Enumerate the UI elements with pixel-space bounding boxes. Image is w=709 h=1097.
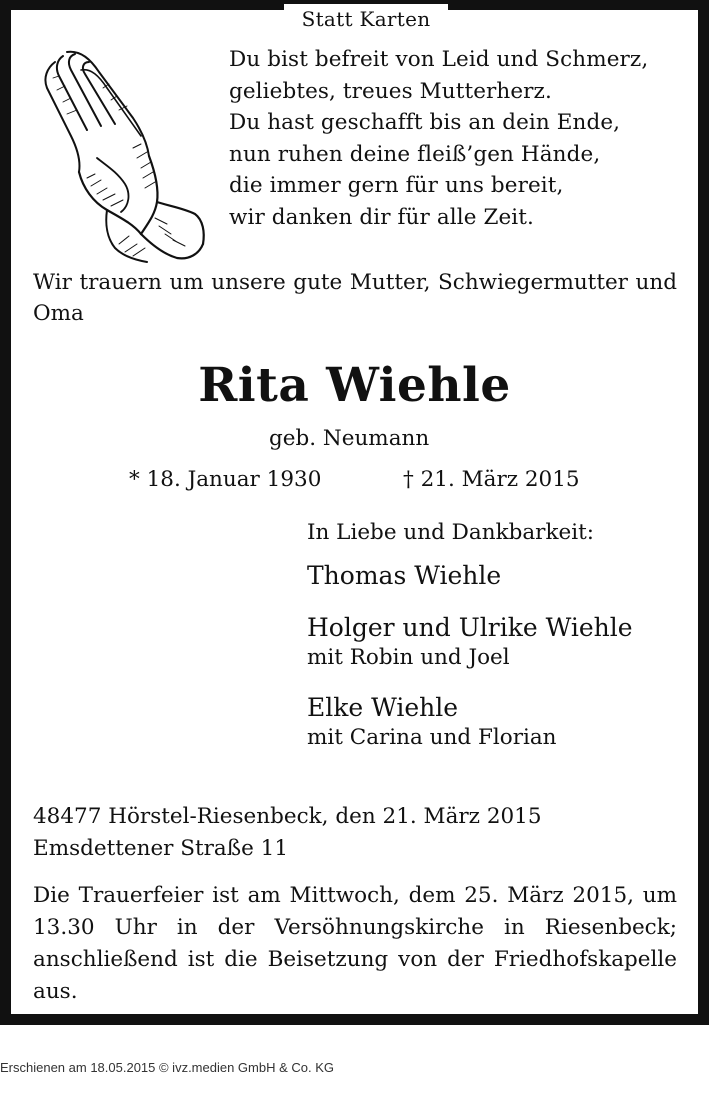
mourners-heading: In Liebe und Dankbarkeit: [307, 520, 594, 545]
birth-name: geb. Neumann [269, 426, 430, 451]
death-date: † 21. März 2015 [403, 467, 580, 492]
poem-line: die immer gern für uns bereit, [229, 173, 564, 199]
mourner-sub: mit Carina und Florian [307, 725, 557, 750]
poem-line: wir danken dir für alle Zeit. [229, 204, 534, 230]
mourner-name: Elke Wiehle [307, 693, 459, 722]
intro-text: Wir trauern um unsere gute Mutter, Schwiegermutter und Oma [33, 270, 677, 326]
poem-line: Du hast geschafft bis an dein Ende, [229, 110, 621, 136]
mourner-sub: mit Robin und Joel [307, 645, 510, 670]
mourner-name: Holger und Ulrike Wiehle [307, 613, 633, 642]
poem [229, 44, 648, 234]
address-line: 48477 Hörstel-Riesenbeck, den 21. März 2015 [33, 804, 542, 829]
mourner-name: Thomas Wiehle [307, 561, 502, 590]
header-label: Statt Karten [284, 4, 448, 34]
poem-line: nun ruhen deine fleiß’gen Hände, [229, 141, 601, 167]
poem-line: geliebtes, treues Mutterherz. [229, 78, 552, 104]
mourners-list [307, 518, 633, 752]
ceremony-text: Die Trauerfeier ist am Mittwoch, dem 25. März 2015, um 13.30 Uhr in der Versöhnungskirche in Riesenbeck; anschließend ist die Beisetzung von der Friedhofskapelle aus. [33, 883, 677, 1004]
address-line: Emsdettener Straße 11 [33, 836, 289, 861]
praying-hands-icon [37, 48, 207, 266]
deceased-name: Rita Wiehle [198, 358, 511, 413]
address [33, 801, 542, 865]
publication-footer: Erschienen am 18.05.2015 © ivz.medien GmbH & Co. KG [0, 1060, 335, 1075]
poem-line: Du bist befreit von Leid und Schmerz, [229, 47, 649, 72]
birth-date: * 18. Januar 1930 [129, 467, 322, 492]
